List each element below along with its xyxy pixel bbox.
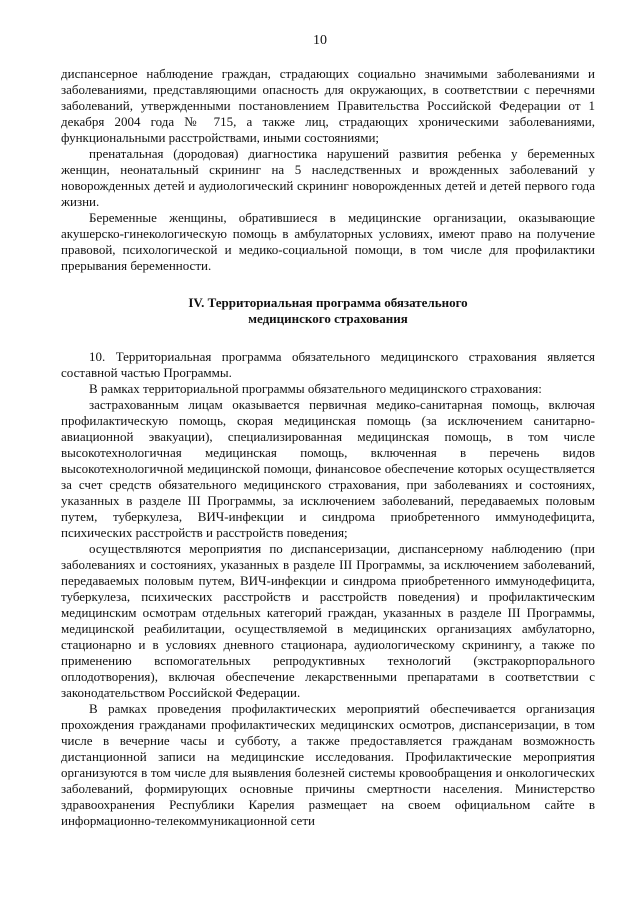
paragraph: пренатальная (дородовая) диагностика нарушений развития ребенка у беременных женщин, неонатальный скрининг на 5 наследственных и врожденных заболеваний у новорожденных детей и аудиологический скрининг новорожденных детей и детей первого года жизни. bbox=[61, 146, 595, 209]
section-heading-line: IV. Территориальная программа обязательного bbox=[188, 295, 468, 310]
paragraph: осуществляются мероприятия по диспансеризации, диспансерному наблюдению (при заболеваниях и состояниях, указанных в разделе III Программы, за исключением заболеваний, передаваемых половым путем, ВИЧ-инфекции и синдрома приобретенного иммунодефицита, туберкулеза, психических расстройств и расстройств поведения) и профилактическим медицинским осмотрам отдельных категорий граждан, указанных в разделе III Программы, медицинской реабилитации, осуществляемой в медицинских организациях амбулаторно, стационарно и в условиях дневного стационара, аудиологическому скринингу, а также по применению вспомогательных репродуктивных технологий (экстракорпорального оплодотворения), включая обеспечение лекарственными препаратами в соответствии с законодательством Российской Федерации. bbox=[61, 541, 595, 700]
paragraph: застрахованным лицам оказывается первичная медико-санитарная помощь, включая профилактическую помощь, скорая медицинская помощь (за исключением санитарно-авиационной эвакуации), специализированная медицинская помощь, в том числе высокотехнологичная медицинская помощь, включенная в перечень видов высокотехнологичной медицинской помощи, финансовое обеспечение которых осуществляется за счет средств обязательного медицинского страхования, при заболеваниях и состояниях, указанных в разделе III Программы, за исключением заболеваний, передаваемых половым путем, туберкулеза, ВИЧ-инфекции и синдрома приобретенного иммунодефицита, психических расстройств и расстройств поведения; bbox=[61, 397, 595, 540]
section-heading bbox=[61, 295, 595, 327]
paragraph: 10. Территориальная программа обязательного медицинского страхования является составной частью Программы. bbox=[61, 349, 595, 380]
page-number: 10 bbox=[313, 33, 327, 48]
document-body bbox=[61, 66, 595, 829]
paragraph: диспансерное наблюдение граждан, страдающих социально значимыми заболеваниями и заболеваниями, представляющими опасность для окружающих, в соответствии с перечнями заболеваний, утвержденными постановлением Правительства Российской Федерации от 1 декабря 2004 года № 715, а также лиц, страдающих хроническими заболеваниями, функциональными расстройствами, иными состояниями; bbox=[61, 66, 595, 145]
section-heading-line: медицинского страхования bbox=[248, 311, 408, 326]
paragraph: Беременные женщины, обратившиеся в медицинские организации, оказывающие акушерско-гинекологическую помощь в амбулаторных условиях, имеют право на получение правовой, психологической и медико-социальной помощи, в том числе для профилактики прерывания беременности. bbox=[61, 210, 595, 273]
paragraph: В рамках территориальной программы обязательного медицинского страхования: bbox=[89, 381, 542, 396]
paragraph: В рамках проведения профилактических мероприятий обеспечивается организация прохождения гражданами профилактических медицинских осмотров, диспансеризации, в том числе в вечерние часы и субботу, а также предоставляется гражданам возможность дистанционной записи на медицинские исследования. Профилактические мероприятия организуются в том числе для выявления болезней системы кровообращения и онкологических заболеваний, формирующих основные причины смертности населения. Министерство здравоохранения Республики Карелия размещает на своем официальном сайте в информационно-телекоммуникационной сети bbox=[61, 701, 595, 828]
